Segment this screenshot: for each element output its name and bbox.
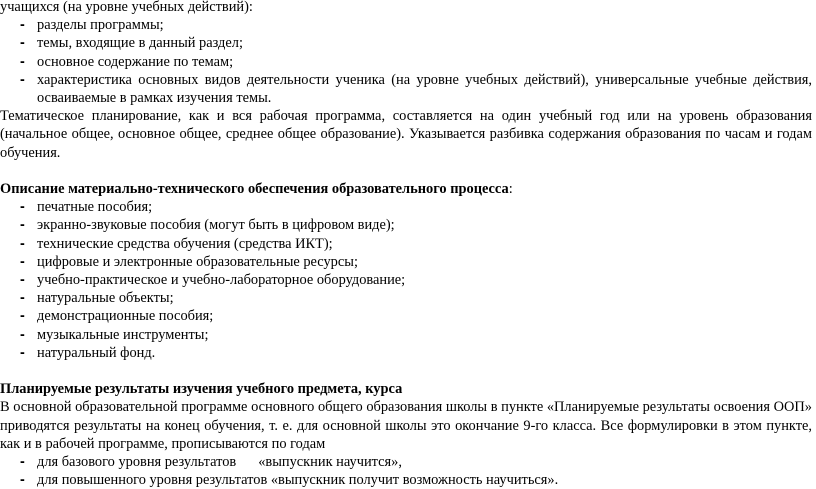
results-levels-list	[0, 453, 812, 489]
list-item: - печатные пособия;	[0, 198, 812, 216]
list-item: - натуральные объекты;	[0, 289, 812, 307]
level-quote: «выпускник научится»,	[258, 454, 402, 471]
list-item: - темы, входящие в данный раздел;	[0, 34, 812, 52]
list-item	[0, 471, 812, 489]
list-item: - разделы программы;	[0, 16, 812, 34]
list-item: - натуральный фонд.	[0, 344, 812, 362]
material-support-list	[0, 198, 812, 362]
list-item: - демонстрационные пособия;	[0, 307, 812, 325]
intro-line: учащихся (на уровне учебных действий):	[0, 0, 253, 15]
thematic-planning-paragraph: Тематическое планирование, как и вся рабочая программа, составляется на один учебный год или на уровень образования (начальное общее, основное общее, среднее общее образование). Указывается разбивка содержания образования по часам и годам обучения.	[0, 108, 812, 161]
material-support-heading	[0, 180, 812, 198]
blank-line	[0, 362, 812, 380]
list-item: - музыкальные инструменты;	[0, 326, 812, 344]
list-item	[0, 453, 812, 471]
list-item: - технические средства обучения (средства ИКТ);	[0, 235, 812, 253]
level-label: для базового уровня результатов	[37, 454, 237, 471]
planned-results-heading: Планируемые результаты изучения учебного предмета, курса	[0, 381, 403, 398]
heading-text: Описание материально-технического обеспечения образовательного процесса	[0, 181, 509, 198]
list-item: - учебно-практическое и учебно-лабораторное оборудование;	[0, 271, 812, 289]
heading-suffix: :	[508, 181, 513, 198]
blank-line	[0, 162, 812, 180]
list-item: - цифровые и электронные образовательные ресурсы;	[0, 253, 812, 271]
planned-results-paragraph: В основной образовательной программе основного общего образования школы в пункте «Планируемые результаты освоения ООП» приводятся результаты на конец обучения, т. е. для основной школы это окончание 9-го класса. Все формулировки в этом пункте, как и в рабочей программе, прописываются по годам	[0, 399, 812, 452]
level-label: для повышенного уровня результатов	[37, 472, 268, 489]
program-structure-list	[0, 16, 812, 107]
list-item: - характеристика основных видов деятельности ученика (на уровне учебных действий), универсальные учебные действия, осваиваемые в рамках изучения темы.	[0, 71, 812, 107]
level-quote: «выпускник получит возможность научиться».	[270, 472, 559, 489]
list-item: - экранно-звуковые пособия (могут быть в цифровом виде);	[0, 216, 812, 234]
list-item: - основное содержание по темам;	[0, 53, 812, 71]
